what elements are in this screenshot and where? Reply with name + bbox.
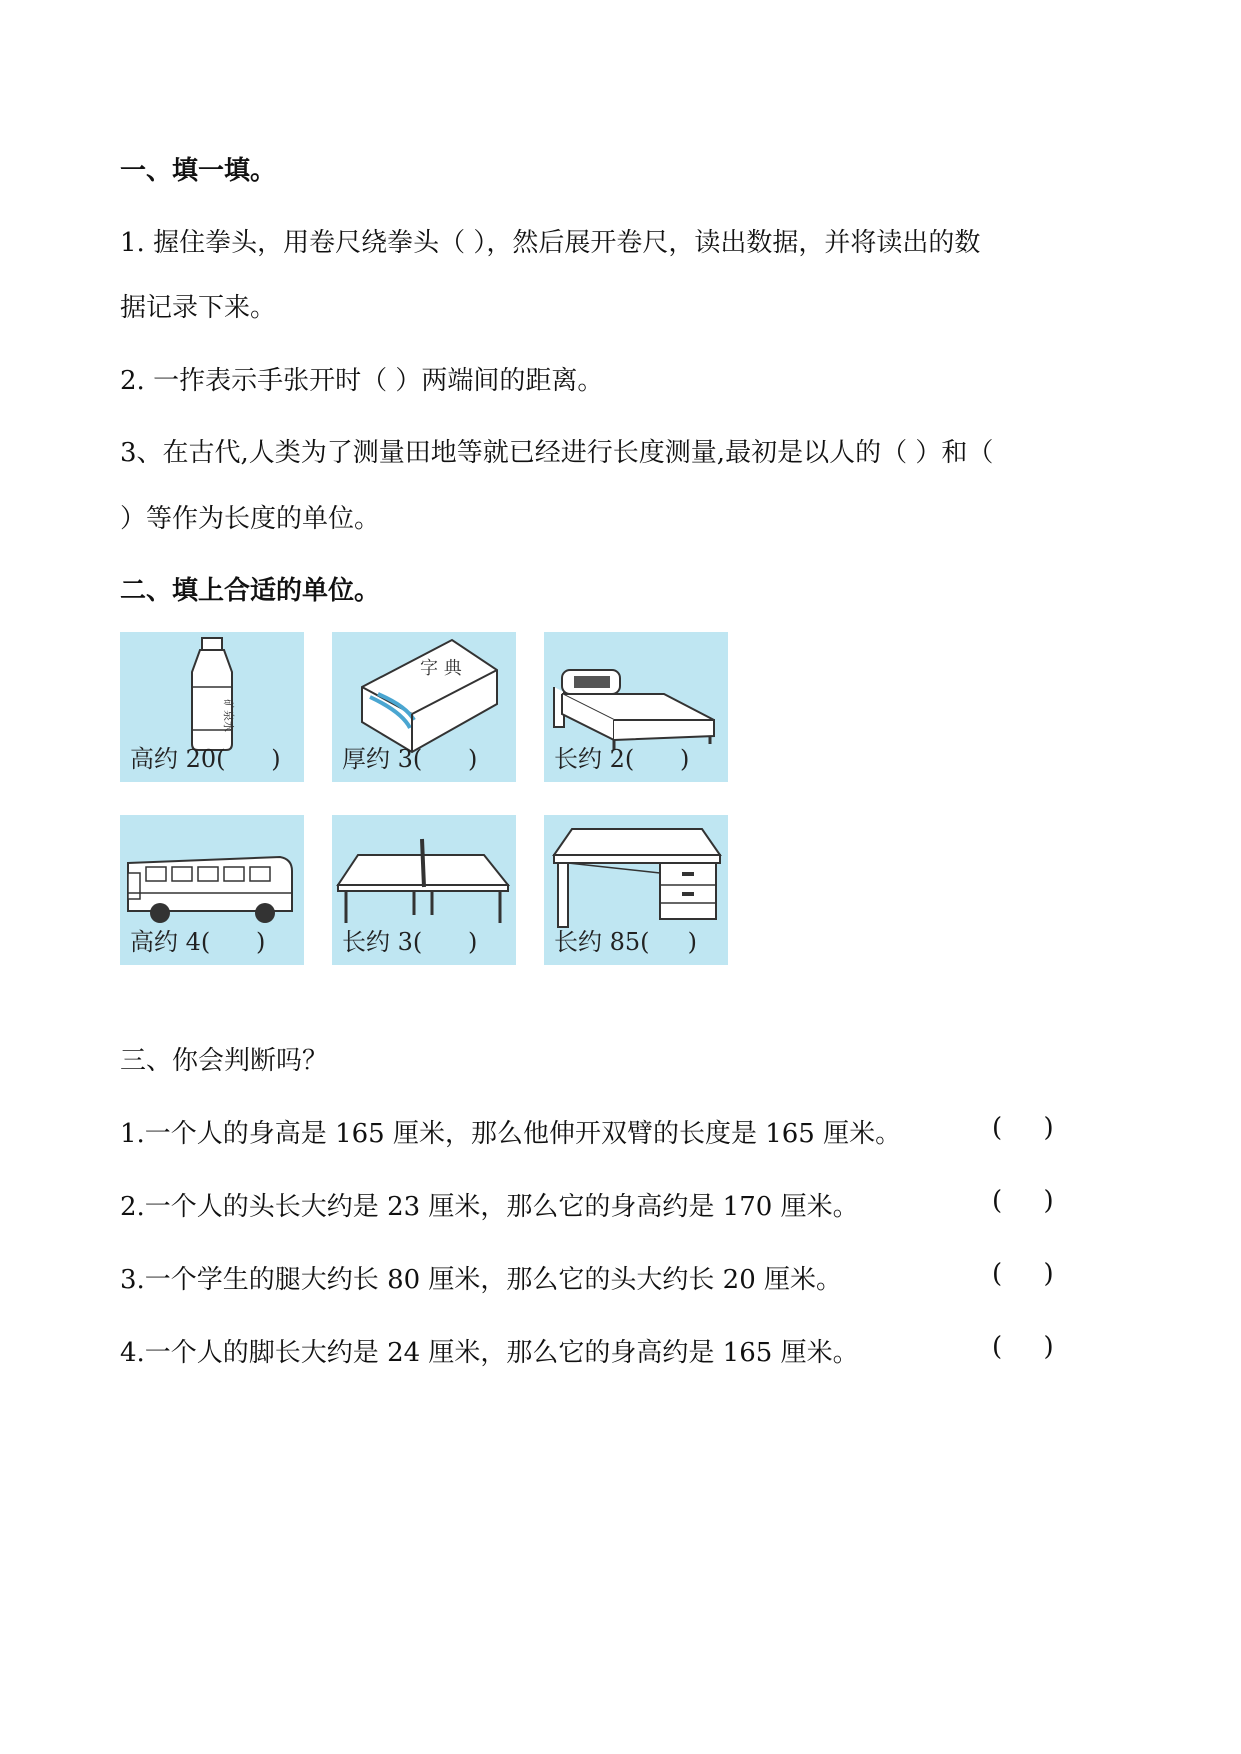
card-label-bed: 长约 2( ) <box>554 745 690 773</box>
section1-heading: 一、填一填。 <box>120 156 277 186</box>
section2-heading: 二、填上合适的单位。 <box>120 576 381 606</box>
section3-heading: 三、你会判断吗？ <box>120 1046 329 1076</box>
judge-item-4: 4.一个人的脚长大约是 24 厘米，那么它的身高约是 165 厘米。 <box>120 1338 859 1368</box>
card-water-bottle <box>120 632 304 782</box>
judge-item-2: 2.一个人的头长大约是 23 厘米，那么它的身高约是 170 厘米。 <box>120 1192 859 1222</box>
card-label-bus: 高约 4( ) <box>130 928 266 956</box>
question-1-line2: 据记录下来。 <box>120 293 277 323</box>
judge-blank-2[interactable]: ( ) <box>992 1186 1054 1216</box>
card-ping-pong-table <box>332 815 516 965</box>
question-3-line1: 3、在古代,人类为了测量田地等就已经进行长度测量,最初是以人的（ ）和（ <box>120 438 994 468</box>
card-dictionary <box>332 632 516 782</box>
card-label-ping-pong-table: 长约 3( ) <box>342 928 478 956</box>
card-label-dictionary: 厚约 3( ) <box>342 745 478 773</box>
question-3-line2: ）等作为长度的单位。 <box>120 504 381 534</box>
card-bed <box>544 632 728 782</box>
judge-blank-1[interactable]: ( ) <box>992 1113 1054 1143</box>
card-label-water-bottle: 高约 20( ) <box>130 745 281 773</box>
svg-text:字 典: 字 典 <box>420 658 462 679</box>
question-2: 2. 一拃表示手张开时（ ）两端间的距离。 <box>120 366 604 396</box>
judge-blank-3[interactable]: ( ) <box>992 1259 1054 1289</box>
judge-blank-4[interactable]: ( ) <box>992 1332 1054 1362</box>
judge-item-1: 1.一个人的身高是 165 厘米，那么他伸开双臂的长度是 165 厘米。 <box>120 1119 902 1149</box>
question-1-line1: 1. 握住拳头，用卷尺绕拳头（ ），然后展开卷尺，读出数据，并将读出的数 <box>120 228 981 258</box>
judge-item-3: 3.一个学生的腿大约长 80 厘米，那么它的头大约长 20 厘米。 <box>120 1265 843 1295</box>
card-desk <box>544 815 728 965</box>
svg-text:矿泉水: 矿泉水 <box>222 699 235 732</box>
card-label-desk: 长约 85( ) <box>554 928 698 956</box>
card-bus <box>120 815 304 965</box>
